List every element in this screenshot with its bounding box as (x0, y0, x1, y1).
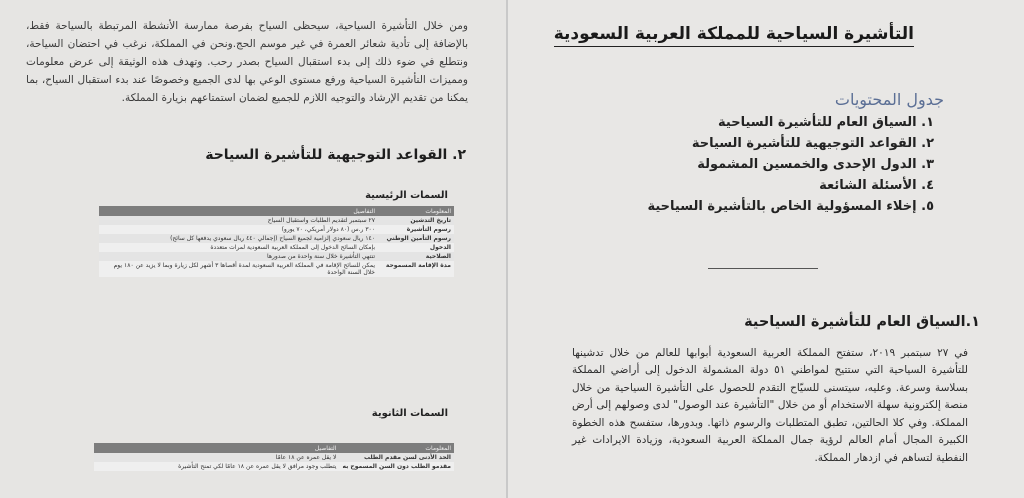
row-key: الصلاحية (378, 252, 454, 261)
row-key: الحد الأدنى لسن مقدم الطلب (339, 453, 454, 462)
section-1-paragraph: في ٢٧ سبتمبر ٢٠١٩، ستفتح المملكة العربية السعودية أبوابها للعالم من خلال تدشينها للتأشيرة السياحية التي ستتيح لمواطني ٥١ دولة المشمولة الدخول إلى أراضي المملكة بسلاسة وسرعة. وعليه، سيتسنى للسيّاح التقدم للحصول على التأشيرة السياحية من خلال منصة إلكترونية سهلة الاستخدام أو من خلال "التأشيرة عند الوصول" لدى وصولهم إلى أرض المملكة. وفي كلا الحالتين، تطبق المتطلبات والرسوم ذاتها. وبدورها، ستفسح هذه الخطوة الكبيرة المجال أمام العالم لرؤية جمال المملكة العربية السعودية، وزيادة الايرادات غير النفطية لتساهم في ازدهار المملكة. (572, 346, 969, 465)
row-key: مدة الإقامة المسموحة (378, 261, 454, 277)
column-header-info: المعلومات (378, 206, 454, 216)
table-row (99, 225, 454, 234)
toc-item[interactable]: ٢. القواعد التوجيهية للتأشيرة السياحة (691, 136, 934, 151)
table-row (94, 453, 454, 462)
toc-item[interactable]: ٥. إخلاء المسؤولية الخاص بالتأشيرة السياحية (647, 199, 934, 214)
row-value: تنتهي التأشيرة خلال سنة واحدة من صدورها (99, 252, 378, 261)
table-row (99, 216, 454, 225)
row-value: يمكن للسائح الإقامة في المملكة العربية السعودية لمدة أقصاها ٣ أشهر لكل زيارة وبما لا يزيد عن ١٨٠ يوم خلال السنة الواحدة (99, 261, 378, 277)
section-2-heading: ٢. القواعد التوجيهية للتأشيرة السياحة (205, 147, 466, 163)
row-value: بإمكان السائح الدخول إلى المملكة العربية السعودية لمرات متعددة (99, 243, 378, 252)
row-value: ٢٧ سبتمبر لتقديم الطلبات واستقبال السياح (99, 216, 378, 225)
table-row (99, 234, 454, 243)
row-value: ١٤٠ ريال سعودي إلزامية لجميع السياح (إجمالي ٤٤٠ ريال سعودي يدفعها كل سائح) (99, 234, 378, 243)
main-features-table (99, 206, 454, 277)
intro-paragraph: ومن خلال التأشيرة السياحية، سيحظى السياح بفرصة ممارسة الأنشطة المرتبطة بالسياحة فقط، بالإضافة إلى تأدية شعائر العمرة في غير موسم الحج.ونحن في المملكة، نرغب في احتضان السياحة، ونتطلع في ضوء ذلك إلى بدء استقبال السياح بصدر رحب. وتهدف هذه الوثيقة إلى عرض معلومات ومميزات التأشيرة السياحية ورفع مستوى الوعي بها لدى الجميع وخصوصًا عند بدء استقبال السياح، بما يمكنا من تقديم الإرشاد والتوجيه اللازم للجميع لضمان استمتاعهم بزيارة المملكة. (26, 19, 468, 104)
right-page (508, 0, 1024, 498)
section-1-heading: ١.السياق العام للتأشيرة السياحية (744, 314, 980, 330)
toc-item[interactable]: ٤. الأسئلة الشائعة (819, 178, 934, 193)
divider (708, 268, 818, 269)
table-header-row (94, 443, 454, 453)
table-header-row (99, 206, 454, 216)
table-row (99, 243, 454, 252)
table-row (99, 252, 454, 261)
table-of-contents (647, 112, 934, 217)
toc-item[interactable]: ٣. الدول الإحدى والخمسين المشمولة (697, 157, 934, 172)
column-header-info: المعلومات (339, 443, 454, 453)
toc-title: جدول المحتويات (834, 90, 944, 109)
document-title: التأشيرة السياحية للمملكة العربية السعودية (554, 24, 914, 47)
toc-item[interactable]: ١. السياق العام للتأشيرة السياحية (718, 115, 934, 130)
row-key: مقدمو الطلب دون السن المسموح به (339, 462, 454, 471)
table-row (94, 462, 454, 471)
row-key: تاريخ التدشين (378, 216, 454, 225)
row-key: رسوم التأمين الوطني (378, 234, 454, 243)
secondary-features-title: السمات الثانوية (371, 408, 448, 419)
secondary-features-table (94, 443, 454, 471)
column-header-details: التفاصيل (94, 443, 339, 453)
row-value: لا يقل عمره عن ١٨ عامًا (94, 453, 339, 462)
row-value: ٣٠٠ ر.س (٨٠ دولار أمريكي، ٧٠ يورو) (99, 225, 378, 234)
table-row (99, 261, 454, 277)
row-value: يتطلب وجود مرافق لا يقل عمره عن ١٨ عامًا لكي تمنح التأشيرة (94, 462, 339, 471)
row-key: رسوم التأشيرة (378, 225, 454, 234)
row-key: الدخول (378, 243, 454, 252)
main-features-title: السمات الرئيسية (365, 190, 448, 201)
column-header-details: التفاصيل (99, 206, 378, 216)
left-page (0, 0, 506, 498)
